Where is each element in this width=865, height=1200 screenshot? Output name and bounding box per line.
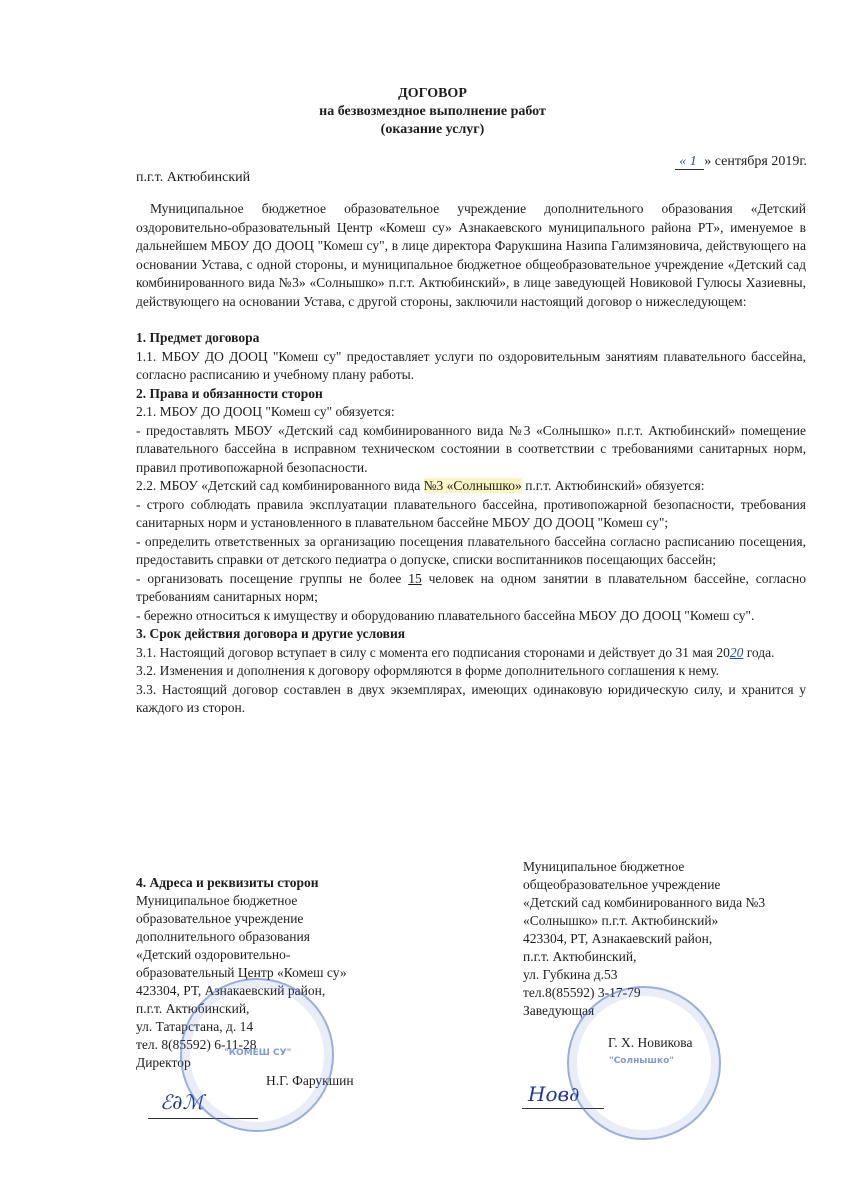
stamp-right-icon: "Солнышко" [567, 986, 721, 1140]
party-2-role: Заведующая [523, 1003, 595, 1018]
contract-date [675, 154, 807, 170]
clause-2-2-item-d: - бережно относиться к имуществу и оборудованию плавательного бассейна МБОУ ДО ДООЦ "Комеш су". [136, 607, 755, 623]
party-2-line: 423304, РТ, Азнакаевский район, [523, 931, 713, 946]
clause-2-1: 2.1. МБОУ ДО ДООЦ "Комеш су" обязуется: [136, 404, 395, 419]
party-1-line: 423304, РТ, Азнакаевский район, [136, 983, 326, 998]
party-1-line: тел. 8(85592) 6-11-28 [136, 1037, 257, 1052]
clause-1-1: 1.1. МБОУ ДО ДООЦ "Комеш су" предоставляет услуги по оздоровительным занятиям плавательного бассейна, согласно расписанию и учебному плану работы. [136, 348, 806, 382]
document-subtitle-2: (оказание услуг) [380, 122, 485, 137]
contract-body [136, 200, 806, 718]
party-2-line: Муниципальное бюджетное [523, 859, 685, 874]
party-1-line: Муниципальное бюджетное [136, 893, 298, 908]
party-2-line: тел.8(85592) 3-17-79 [523, 985, 641, 1000]
clause-2-2-item-b: - определить ответственных за организацию посещения плавательного бассейна согласно расписанию посещения, предоставить справки от детского педиатра о допуске, списки воспитанников посещающих бассейн; [136, 533, 806, 567]
document-title: ДОГОВОР [398, 86, 467, 101]
clause-2-2: 2.2. МБОУ «Детский сад комбинированного вида №3 «Солнышко» п.г.т. Актюбинский» обязуется: [136, 478, 705, 493]
document-subtitle: на безвозмездное выполнение работ [319, 104, 546, 119]
document-header [0, 85, 865, 139]
party-2-line: «Детский сад комбинированного вида №3 [523, 895, 766, 910]
year-handwritten: 20 [729, 644, 744, 660]
contract-place: п.г.т. Актюбинский [136, 170, 251, 185]
party-2-line: ул. Губкина д.53 [523, 967, 618, 982]
party-1-line: п.г.т. Актюбинский, [136, 1001, 250, 1016]
highlighted-text: №3 «Солнышко» [423, 478, 522, 493]
intro-paragraph: Муниципальное бюджетное образовательное учреждение дополнительного образования «Детский оздоровительно-образовательный Центр «Комеш су» Азнакаевского муниципального района РТ», именуемое в дальнейшем МБОУ ДО ДООЦ "Комеш су", в лице директора Фарукшина Назипа Галимзяновича, действующего на основании Устава, с одной стороны, и муниципальное бюджетное общеобразовательное учреждение «Детский сад комбинированного вида №3» «Солнышко» п.г.т. Актюбинский», в лице заведующей Новиковой Гулюсы Хазиевны, действующего на основании Устава, с другой стороны, заключили настоящий договор о нижеследующем: [136, 201, 806, 309]
party-1-signer: Н.Г. Фарукшин [266, 1073, 354, 1088]
signature-left: ℰ∂ℳ [160, 1090, 204, 1114]
party-1-role: Директор [136, 1055, 191, 1070]
party-2-line: «Солнышко» п.г.т. Актюбинский» [523, 913, 719, 928]
group-size-value: 15 [408, 570, 422, 586]
party-1-line: «Детский оздоровительно- [136, 947, 291, 962]
party-1-line: дополнительного образования [136, 929, 310, 944]
party-1-line: ул. Татарстана, д. 14 [136, 1019, 254, 1034]
clause-3-1: 3.1. Настоящий договор вступает в силу с момента его подписания сторонами и действует до 31 мая 2020 года. [136, 644, 775, 660]
stamp-left-icon: "КОМЕШ СУ" [180, 978, 334, 1132]
party-2-line: п.г.т. Актюбинский, [523, 949, 637, 964]
clause-2-2-item-a: - строго соблюдать правила эксплуатации плавательного бассейна, противопожарной безопасности, требования санитарных норм и установленного в плавательном бассейне МБОУ ДО ДООЦ "Комеш су"; [136, 496, 806, 530]
party-2-line: общеобразовательное учреждение [523, 877, 721, 892]
addresses-title: 4. Адреса и реквизиты сторон [136, 875, 319, 890]
clause-3-3: 3.3. Настоящий договор составлен в двух экземплярах, имеющих одинаковую юридическую силу, и хранится у каждого из сторон. [136, 681, 806, 715]
clause-3-2: 3.2. Изменения и дополнения к договору оформляются в форме дополнительного соглашения к нему. [136, 663, 719, 678]
section-1-title: 1. Предмет договора [136, 330, 260, 345]
party-1-line: образовательный Центр «Комеш су» [136, 965, 347, 980]
date-handwritten: « 1 [675, 154, 704, 170]
clause-2-1-item: - предоставлять МБОУ «Детский сад комбинированного вида №3 «Солнышко» п.г.т. Актюбинский» помещение плавательного бассейна в исправном техническом состоянии в соответствии с требованиями санитарных норм, правил противопожарной безопасности. [136, 422, 806, 475]
section-2-title: 2. Права и обязанности сторон [136, 385, 323, 401]
date-day: 1 [689, 154, 697, 169]
date-rest: » сентября 2019г. [704, 154, 807, 169]
party-2-signer: Г. Х. Новикова [608, 1035, 693, 1050]
section-3-title: 3. Срок действия договора и другие условия [136, 626, 406, 641]
clause-2-2-item-c: - организовать посещение группы не более 15 человек на одном занятии в плавательном бассейне, согласно требованиям санитарных норм; [136, 570, 806, 604]
party-1-line: образовательное учреждение [136, 911, 304, 926]
signature-right: Нов∂ [528, 1082, 580, 1106]
